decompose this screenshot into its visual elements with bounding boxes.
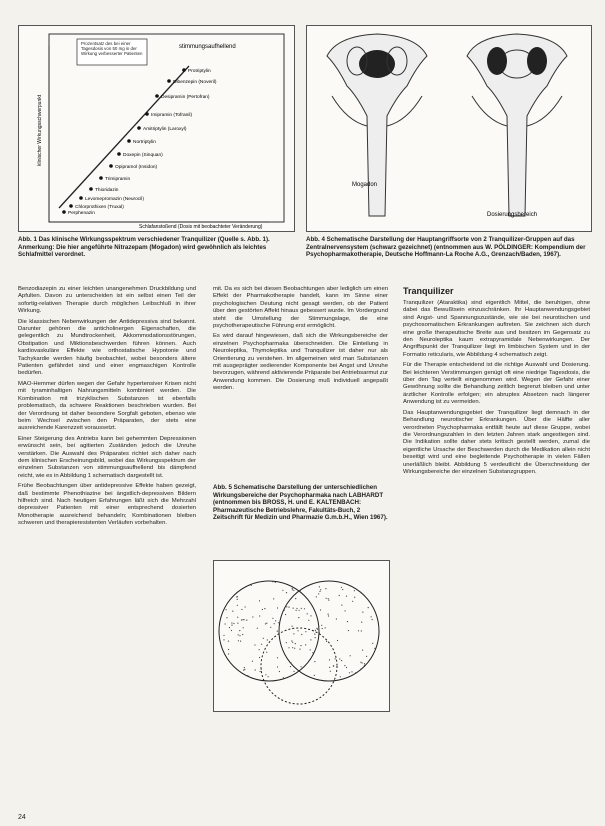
stipple-dot: [315, 630, 316, 631]
stipple-dot: [283, 677, 284, 678]
stipple-dot: [275, 620, 276, 621]
drug-label: Opipramol (Insidon): [115, 165, 158, 170]
stipple-dot: [335, 658, 336, 659]
circle-bottom: [261, 628, 337, 704]
stipple-dot: [240, 641, 241, 642]
stipple-dot: [293, 608, 294, 609]
stipple-dot: [346, 667, 347, 668]
stipple-dot: [318, 593, 319, 594]
stipple-dot: [355, 672, 356, 673]
stipple-dot: [242, 634, 243, 635]
stipple-dot: [339, 595, 340, 596]
col1-paragraph: MAO-Hemmer dürfen wegen der Gefahr hypertensiver Krisen nicht mit tyraminhaltigen Nahrungsmitteln kombiniert werden. Die Kombination mit trizyklischen Substanzen ist ebenfalls problematisch, da schwere Reaktionen beschrieben wurden. Bei der Verordnung ist daher besondere Sorgfalt geboten, ebenso wie beim Wechsel zwischen den Präparaten, der stets eine ausreichende Karenzzeit voraussetzt.: [18, 380, 196, 432]
stipple-dot: [231, 630, 232, 631]
stipple-dot: [255, 669, 256, 670]
stipple-dot: [298, 617, 299, 618]
stipple-dot: [292, 589, 293, 590]
stipple-dot: [372, 643, 373, 644]
drug-label: Nortriptylin: [133, 140, 156, 145]
stipple-dot: [278, 622, 279, 623]
stipple-dot: [237, 617, 238, 618]
drug-label: Desipramin (Pertofran): [161, 95, 210, 100]
left-brainstem-mark: [359, 50, 395, 78]
stipple-dot: [277, 607, 278, 608]
stipple-dot: [259, 649, 260, 650]
stipple-dot: [239, 630, 240, 631]
stipple-dot: [267, 639, 268, 640]
stipple-dot: [288, 647, 289, 648]
figure-4-diagram: [307, 26, 591, 231]
drug-point: [137, 126, 141, 130]
stipple-dot: [236, 596, 237, 597]
brain-right: [467, 34, 567, 216]
stipple-dot: [372, 619, 373, 620]
brain-left: [327, 34, 427, 216]
stipple-dot: [340, 676, 341, 677]
legend-text: Prozentsatz des bei einer Tagesdosis von 50 mg in der Wirkung verbesserter Patienten: [81, 41, 143, 56]
stipple-dot: [226, 609, 227, 610]
drug-label: Doxepin (Sinquan): [123, 153, 163, 158]
stipple-dot: [252, 616, 253, 617]
stipple-dot: [237, 599, 238, 600]
drug-point: [167, 79, 171, 83]
stipple-dot: [346, 596, 347, 597]
drug-point: [155, 94, 159, 98]
stipple-dot: [314, 661, 315, 662]
stipple-dot: [360, 662, 361, 663]
stipple-dot: [292, 647, 293, 648]
col2-paragraph: Es wird darauf hingewiesen, daß sich die Wirkungsbereiche der einzelnen Psychopharmaka überschneiden. Die Einteilung in Neuroleptika, Thymoleptika und Tranquilizer ist daher nur als Orientierung zu verstehen. Im allgemeinen wird man Substanzen mit ausgeprägter sedierender Komponente bei Angst und Unruhe bevorzugen, während aktivierende Präparate bei Antriebsarmut zur Anwendung kommen. Die Dosierung muß individuell angepaßt werden.: [213, 333, 388, 392]
stipple-dot: [277, 631, 278, 632]
stipple-dot: [348, 630, 349, 631]
drug-point: [109, 164, 113, 168]
stipple-dot: [325, 588, 326, 589]
stipple-dot: [294, 648, 295, 649]
stipple-dot: [275, 582, 276, 583]
stipple-dot: [314, 634, 315, 635]
stipple-dot: [351, 671, 352, 672]
circle-left: [219, 581, 319, 681]
stipple-dot: [293, 671, 294, 672]
drug-point: [99, 176, 103, 180]
stipple-dot: [366, 656, 367, 657]
stipple-dot: [301, 634, 302, 635]
stipple-dot: [265, 674, 266, 675]
stipple-dot: [322, 628, 323, 629]
right-limbic-mark: [487, 47, 507, 75]
stipple-dot: [304, 608, 305, 609]
stipple-dot: [277, 657, 278, 658]
stipple-dot: [341, 660, 342, 661]
figure-5-diagram: [214, 561, 389, 711]
stipple-dot: [274, 623, 275, 624]
figure-5: [213, 560, 390, 712]
stipple-dot: [296, 608, 297, 609]
stipple-dot: [245, 606, 246, 607]
stipple-dot: [277, 666, 278, 667]
stipple-dot: [225, 623, 226, 624]
stipple-dot: [328, 600, 329, 601]
stipple-dot: [244, 669, 245, 670]
col1-paragraph: Benzodiazepin zu einer leichten unangenehmen Druckbildung und Apfulten. Davon zu unterscheiden ist ein selbst einen Teil der sofortig-relativen Therapie durch möglichen Leibschluß in ihrer Wirkung.: [18, 286, 196, 315]
drug-label: Imipramin (Tofranil): [151, 113, 193, 118]
drug-point: [69, 204, 73, 208]
stipple-dot: [339, 658, 340, 659]
stipple-dot: [231, 625, 232, 626]
stipple-dot: [259, 600, 260, 601]
stipple-dot: [262, 609, 263, 610]
stipple-dot: [237, 605, 238, 606]
stipple-dot: [299, 649, 300, 650]
stipple-dot: [329, 667, 330, 668]
figure-1-caption: Abb. 1 Das klinische Wirkungsspektrum verschiedener Tranquilizer (Quelle s. Abb. 1). Anmerkung: Die hier angeführte Nitrazepam (Mogadon) wird gewöhnlich als leichtes Schlafmittel verordnet.: [18, 236, 270, 259]
stipple-dot: [337, 640, 338, 641]
stipple-dot: [257, 628, 258, 629]
axis-label: klinischer Wirkungsschwerpunkt: [37, 94, 43, 166]
stipple-dot: [285, 614, 286, 615]
drug-label: Chlorprothixen (Truxal): [75, 205, 124, 210]
stipple-dot: [310, 615, 311, 616]
stipple-dot: [295, 598, 296, 599]
stipple-dot: [344, 665, 345, 666]
stipple-dot: [244, 619, 245, 620]
stipple-dot: [246, 620, 247, 621]
col3-paragraph: Das Hauptanwendungsgebiet der Tranquilizer liegt demnach in der Behandlung neurotischer Erkrankungen. Über die Hälfte aller verordneten Psychopharmaka entfällt heute auf diese Gruppe, wobei die Verordnungszahlen in den letzten Jahren stark angestiegen sind. Die Indikation sollte daher stets kritisch gestellt werden, zumal die eigentliche Ursache der Beschwerden durch die Medikation allein nicht beseitigt wird und eine begleitende Psychotherapie in vielen Fällen unerläßlich bleibt. Abbildung 5 verdeutlicht die Überschneidung der Wirkungsbereiche der einzelnen Substanzgruppen.: [403, 409, 590, 475]
stipple-dot: [319, 632, 320, 633]
top-label: stimmungsaufhellend: [179, 44, 236, 50]
stipple-dot: [259, 657, 260, 658]
stipple-dot: [368, 607, 369, 608]
stipple-dot: [330, 671, 331, 672]
stipple-dot: [223, 635, 224, 636]
stipple-dot: [350, 655, 351, 656]
stipple-dot: [237, 623, 238, 624]
stipple-dot: [239, 635, 240, 636]
stipple-dot: [319, 586, 320, 587]
diagonal-line: [59, 66, 189, 208]
stipple-dot: [268, 676, 269, 677]
bottom-label: Schlafanstoßend (Dosis mit beobachteter Veränderung): [139, 224, 263, 230]
stipple-dot: [261, 669, 262, 670]
stipple-dot: [305, 631, 306, 632]
col3-paragraph: Für die Therapie entscheidend ist die richtige Auswahl und Dosierung. Bei leichteren Verstimmungen genügt oft eine niedrige Tagesdosis, die über den Tag verteilt eingenommen wird. Wegen der Gefahr einer Gewöhnung sollte die Behandlung zeitlich begrenzt bleiben und unter ärztlicher Kontrolle erfolgen; ein abruptes Absetzen nach längerer Anwendung ist zu vermeiden.: [403, 362, 590, 406]
stipple-dot: [345, 610, 346, 611]
stipple-dot: [228, 653, 229, 654]
stipple-dot: [229, 627, 230, 628]
stipple-dot: [312, 605, 313, 606]
stipple-dot: [314, 675, 315, 676]
stipple-dot: [266, 652, 267, 653]
figure-5-caption: Abb. 5 Schematische Darstellung der unterschiedlichen Wirkungsbereiche der Psychopharmaka nach LABHARDT (entnommen bis BROSS, H. und E. KALTENBACH: Pharmazeutische Betriebslehre, Fakultäts-Buch, 2 Zeitschrift für Medizin und Pharmazie G.m.b.H., Wien 1967).: [213, 484, 388, 522]
stipple-dot: [254, 644, 255, 645]
stipple-dot: [226, 617, 227, 618]
stipple-dot: [307, 613, 308, 614]
column-2: [213, 286, 388, 476]
stipple-dot: [301, 608, 302, 609]
figure-4: [306, 25, 592, 232]
stipple-dot: [316, 596, 317, 597]
col1-paragraph: Einer Steigerung des Antriebs kann bei gehemmten Depressionen erwünscht sein, bei agitierten Zuständen jedoch die Unruhe verstärken. Die Auswahl des Präparates richtet sich daher nach dem klinischen Erscheinungsbild, wobei das Wirkungsspektrum der einzelnen Substanzen von stimmungsaufhellend bis dämpfend reicht, wie es in Abbildung 1 schematisch dargestellt ist.: [18, 435, 196, 479]
stipple-dot: [286, 592, 287, 593]
stipple-dot: [364, 663, 365, 664]
stipple-dot: [312, 652, 313, 653]
drug-point: [127, 139, 131, 143]
stipple-dot: [328, 615, 329, 616]
stipple-dot: [286, 606, 287, 607]
stipple-dot: [349, 672, 350, 673]
stipple-dot: [292, 642, 293, 643]
stipple-dot: [273, 598, 274, 599]
stipple-dot: [326, 641, 327, 642]
stipple-dot: [293, 633, 294, 634]
stipple-dot: [326, 598, 327, 599]
stipple-dot: [279, 671, 280, 672]
stipple-dot: [238, 640, 239, 641]
stipple-dot: [231, 622, 232, 623]
stipple-dot: [259, 615, 260, 616]
stipple-dot: [299, 610, 300, 611]
stipple-dot: [320, 609, 321, 610]
stipple-dot: [362, 612, 363, 613]
stipple-dot: [282, 590, 283, 591]
stipple-dot: [352, 601, 353, 602]
stipple-dot: [260, 671, 261, 672]
stipple-dot: [270, 627, 271, 628]
stipple-dot: [266, 623, 267, 624]
col1-paragraph: Frühe Beobachtungen über antidepressive Effekte haben gezeigt, daß bestimmte Phenothiazine bei ängstlich-depressiven Bildern hilfreich sind. Nach heutigen Erfahrungen läßt sich die Mehrzahl depressiver Patienten mit einer entsprechend dosierten Monotherapie ausreichend behandeln; Kombinationen bleiben schweren und therapieresistenten Verläufen vorbehalten.: [18, 483, 196, 527]
stipple-dot: [247, 675, 248, 676]
stipple-dot: [293, 590, 294, 591]
stipple-dot: [242, 619, 243, 620]
stipple-dot: [243, 670, 244, 671]
stipple-dot: [310, 649, 311, 650]
stipple-dot: [228, 641, 229, 642]
stipple-dot: [241, 619, 242, 620]
stipple-dot: [251, 585, 252, 586]
stipple-dot: [336, 618, 337, 619]
stipple-dot: [233, 623, 234, 624]
stipple-dot: [264, 608, 265, 609]
column-3: [403, 300, 590, 814]
stipple-dot: [261, 644, 262, 645]
stipple-dot: [333, 665, 334, 666]
stipple-dot: [329, 659, 330, 660]
stipple-dot: [321, 625, 322, 626]
stipple-dot: [300, 590, 301, 591]
stipple-dot: [232, 611, 233, 612]
stipple-dot: [308, 620, 309, 621]
stipple-dot: [292, 626, 293, 627]
col3-paragraph: Tranquilizer (Ataraktika) sind eigentlich Mittel, die beruhigen, ohne dabei das Bewußtsein einzuschränken. Ihr Hauptanwendungsgebiet sind Angst- und Spannungszustände, wie sie bei neurotischen und psychosomatischen Erkrankungen auftreten. Sie zeichnen sich durch eine große therapeutische Breite aus und besitzen im Gegensatz zu den Neuroleptika kaum extrapyramidale Nebenwirkungen. Der Angriffspunkt der Tranquilizer liegt im limbischen System und in der Formatio reticularis, wie Abbildung 4 schematisch zeigt.: [403, 300, 590, 358]
label-right: Dosierungsbereich: [487, 212, 538, 218]
drug-point: [145, 112, 149, 116]
drug-point: [62, 210, 66, 214]
stipple-dot: [347, 621, 348, 622]
stipple-dot: [310, 639, 311, 640]
stipple-dot: [286, 642, 287, 643]
drug-label: Amitriptylin (Laroxyl): [143, 127, 187, 132]
drug-point: [182, 68, 186, 72]
col2-paragraph: mit. Da es sich bei diesen Beobachtungen aber lediglich um einen Effekt der Pharmakotherapie handelt, kann im Sinne einer psychologischen Deutung nicht gesagt werden, ob der Patient über den gestörten Affekt hinaus gebessert wurde. Im Vordergrund steht die Umstellung der Stimmungslage, die eine psychotherapeutische Führung erst ermöglicht.: [213, 286, 388, 330]
drug-point: [79, 196, 83, 200]
stipple-dot: [341, 587, 342, 588]
stipple-dot: [301, 666, 302, 667]
stipple-dot: [228, 649, 229, 650]
stipple-dot: [316, 628, 317, 629]
stipple-dot: [272, 618, 273, 619]
stipple-dot: [263, 638, 264, 639]
stipple-dot: [292, 588, 293, 589]
stipple-dot: [362, 650, 363, 651]
stipple-dot: [300, 645, 301, 646]
drug-point: [117, 152, 121, 156]
stipple-dot: [374, 648, 375, 649]
stipple-dot: [360, 669, 361, 670]
stipple-dot: [290, 666, 291, 667]
stipple-dot: [272, 581, 273, 582]
stipple-dot: [354, 597, 355, 598]
page-number: 24: [18, 814, 26, 821]
stipple-dot: [296, 610, 297, 611]
stipple-dot: [241, 609, 242, 610]
figure-1: [18, 25, 295, 232]
stipple-dot: [288, 607, 289, 608]
stipple-dot: [328, 598, 329, 599]
stipple-dot: [354, 590, 355, 591]
drug-label: Trimipramin: [105, 177, 131, 182]
label-left: Mogadon: [352, 182, 378, 188]
stipple-dot: [328, 614, 329, 615]
col1-paragraph: Die klassischen Nebenwirkungen der Antidepressiva sind bekannt. Darunter gehören die anticholinergen Eigenschaften, die gelegentlich zu Mundtrockenheit, Akkommodationsstörungen, Obstipation und Miktionsbeschwerden führen können. Auch kardiovaskuläre Effekte wie orthostatische Hypotonie und Tachykardie werden häufig beobachtet, wobei besonders ältere Patienten gefährdet sind und einer engmaschigen Kontrolle bedürfen.: [18, 318, 196, 377]
stipple-dot: [291, 640, 292, 641]
stipple-dot: [362, 662, 363, 663]
stipple-dot: [325, 627, 326, 628]
section-heading: Tranquilizer: [403, 286, 454, 296]
drug-point: [89, 187, 93, 191]
stipple-dot: [320, 589, 321, 590]
stipple-dot: [361, 622, 362, 623]
stipple-dot: [238, 634, 239, 635]
stipple-dot: [371, 616, 372, 617]
stipple-dot: [361, 630, 362, 631]
stipple-dot: [358, 630, 359, 631]
drug-label: Perphenazin: [68, 211, 95, 216]
figure-1-diagram: [19, 26, 294, 231]
column-1: [18, 286, 196, 814]
stipple-dot: [223, 639, 224, 640]
stipple-dot: [244, 667, 245, 668]
stipple-dot: [318, 626, 319, 627]
drug-label: Levomepromazin (Neurocil): [85, 197, 144, 202]
stipple-dot: [252, 661, 253, 662]
stipple-dot: [298, 630, 299, 631]
stipple-dot: [265, 623, 266, 624]
stipple-dot: [305, 644, 306, 645]
stipple-dot: [243, 627, 244, 628]
stipple-dot: [342, 589, 343, 590]
figure-4-caption: Abb. 4 Schematische Darstellung der Hauptangriffsorte von 2 Tranquilizer-Gruppen auf das Zentralnervensystem (schwarz gezeichnet) (entnommen aus W. PÖLDINGER: Kompendium der Psychopharmakotherapie, Deutsche Hoffmann-La Roche A.G., Grenzach/Baden, 1967).: [306, 236, 586, 259]
stipple-dot: [364, 665, 365, 666]
drug-label: Protriptylin: [188, 69, 211, 74]
stipple-dot: [315, 637, 316, 638]
drug-label: Dibenzepin (Noveril): [173, 80, 217, 85]
stipple-dot: [284, 610, 285, 611]
stipple-dot: [295, 643, 296, 644]
stipple-dot: [290, 662, 291, 663]
stipple-dot: [341, 605, 342, 606]
drug-label: Thioridazin: [95, 188, 119, 193]
stipple-dot: [319, 591, 320, 592]
circle-right: [279, 581, 379, 681]
